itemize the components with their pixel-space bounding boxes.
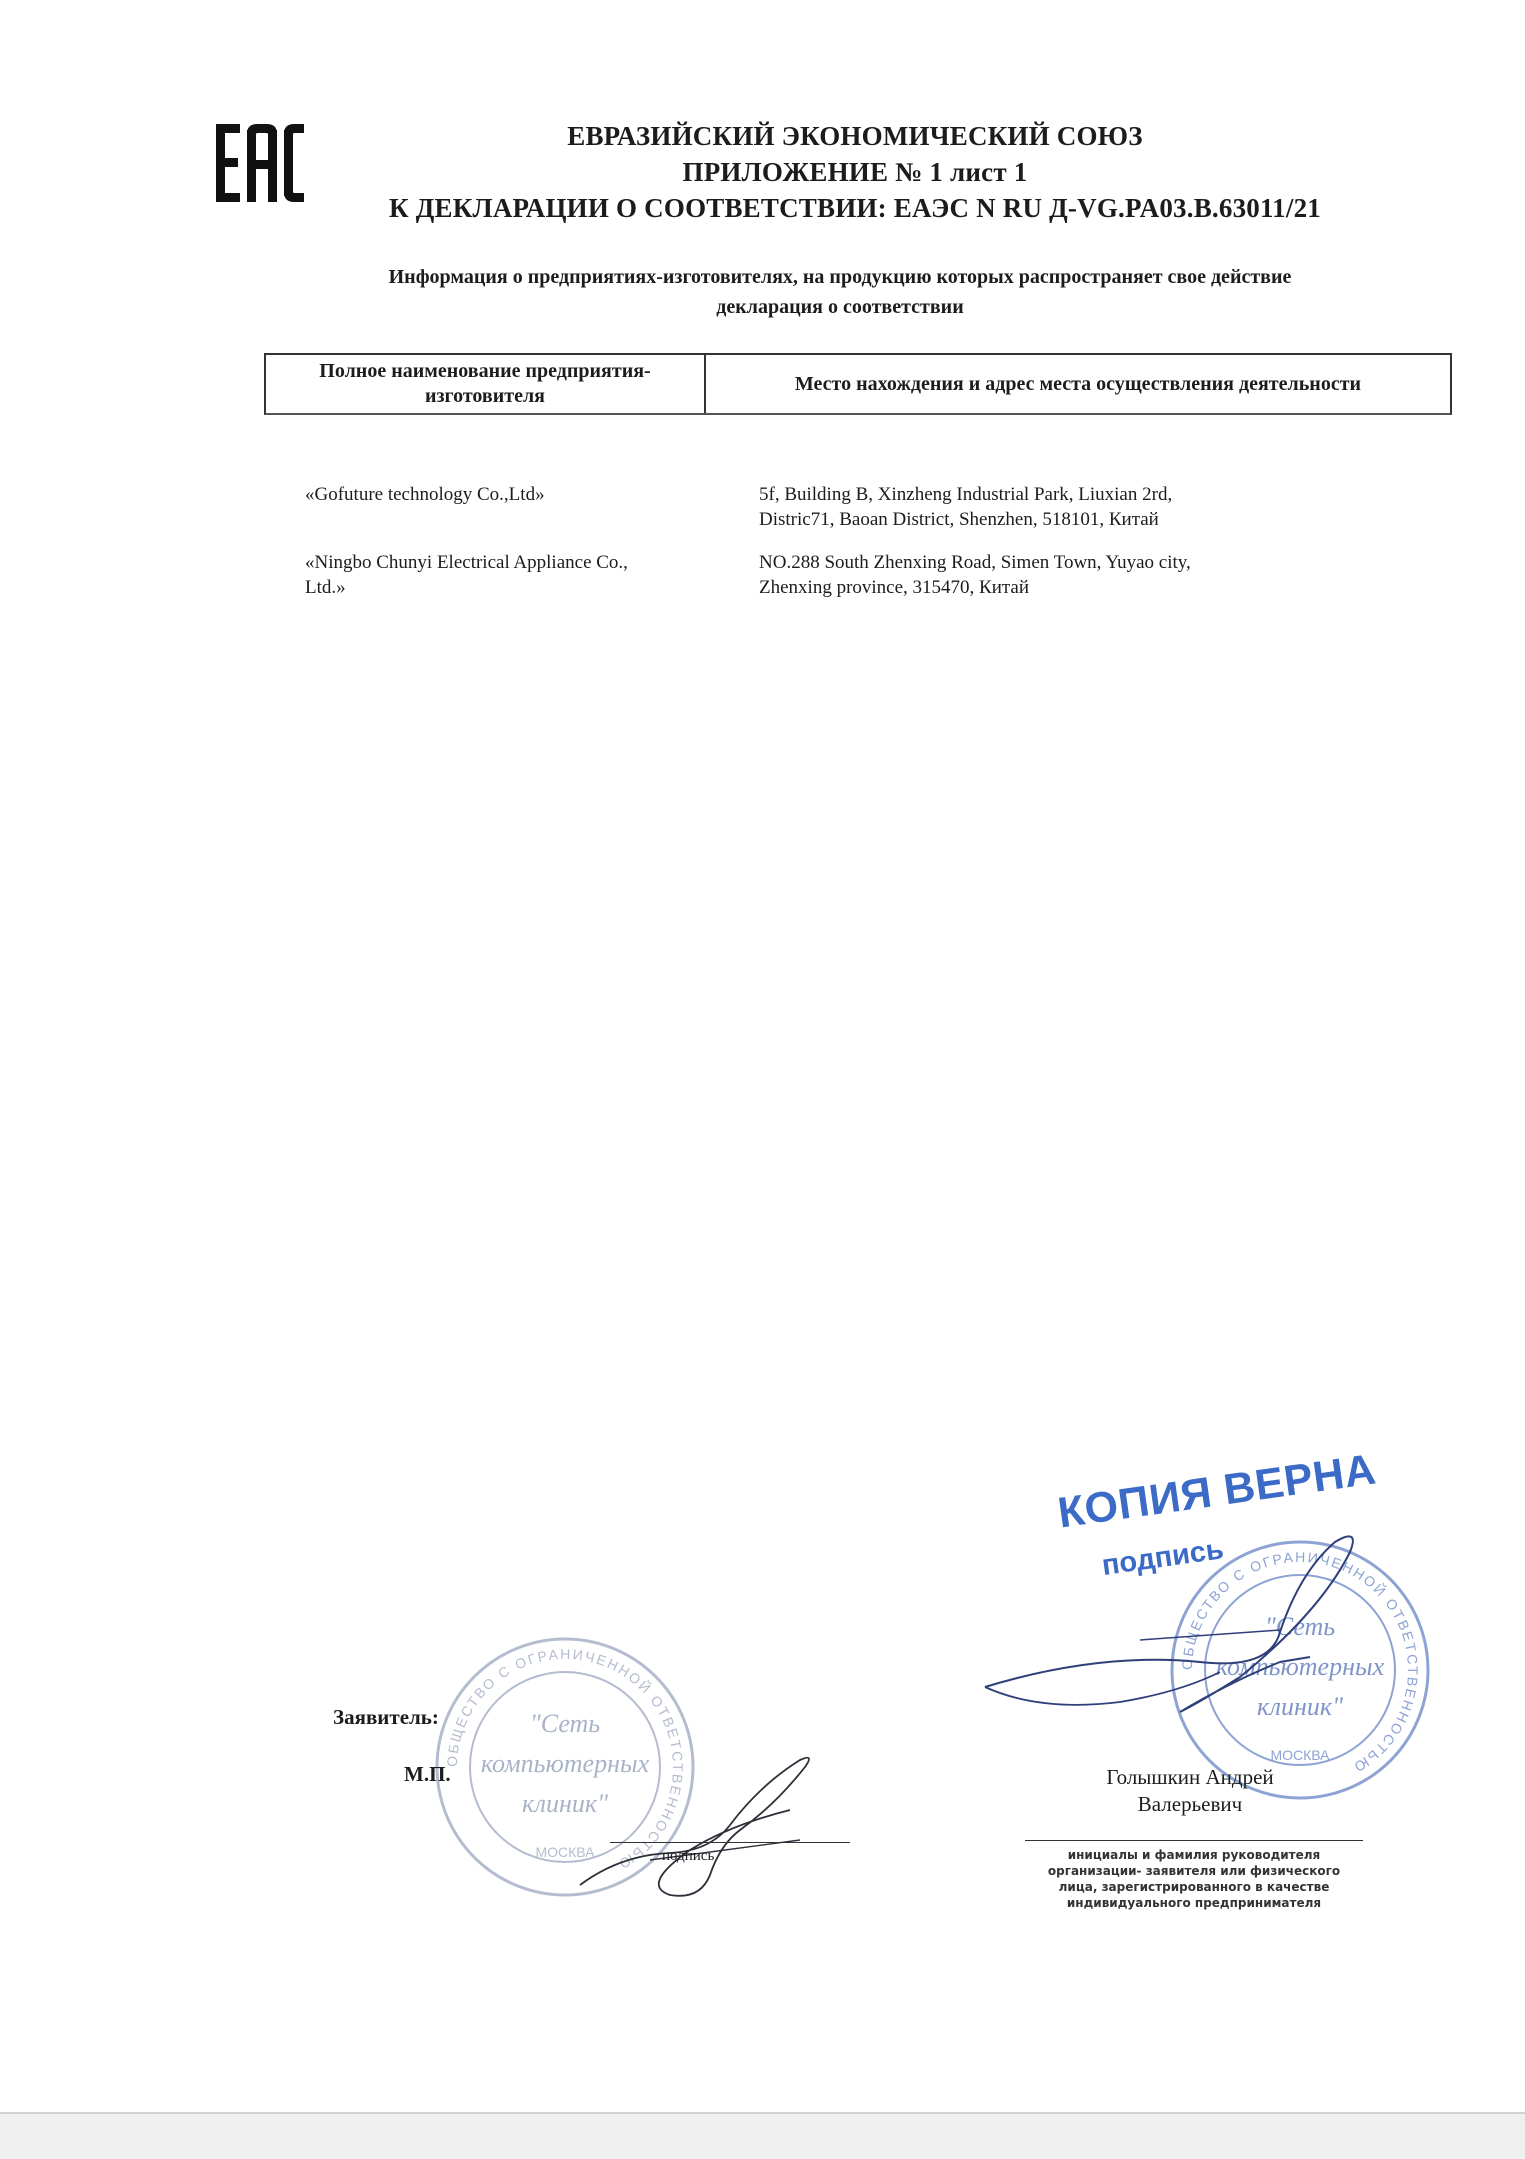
name-line: «Ningbo Chunyi Electrical Appliance Co., [305,552,628,573]
caption-line: организации- заявителя или физического [1047,1864,1341,1878]
head-name-line: Валерьевич [1137,1792,1243,1816]
header-appendix-title: ПРИЛОЖЕНИЕ № 1 лист 1 [682,157,1028,187]
copy-stamp-sign-label: подпись [1099,1533,1226,1583]
copy-stamp-title: КОПИЯ ВЕРНА [1055,1445,1379,1538]
manufacturers-table-header [264,353,1452,415]
eac-mark-icon [214,120,306,206]
document-header [320,118,1390,226]
manufacturer-address [759,482,1319,532]
seal-ring-text: ОБЩЕСТВО С ОГРАНИЧЕННОЙ ОТВЕТСТВЕННОСТЬЮ [443,1645,687,1874]
caption-line: инициалы и фамилия руководителя [1067,1848,1321,1862]
caption-line: индивидуального предпринимателя [1066,1896,1322,1910]
manufacturer-address [759,550,1319,600]
address-line: Distric71, Baoan District, Shenzhen, 518101, Китай [759,509,1159,530]
applicant-signature [560,1735,820,1905]
name-line [1025,1840,1363,1841]
column-header-address: Место нахождения и адрес места осуществления деятельности [794,372,1362,395]
head-name-line: Голышкин Андрей [1106,1765,1274,1789]
address-line: Zhenxing province, 315470, Китай [759,577,1030,598]
seal-center-line: клиник" [522,1789,608,1818]
seal-center-line: компьютерных [1215,1652,1385,1681]
header-declaration-number: К ДЕКЛАРАЦИИ О СООТВЕТСТВИИ: ЕАЭС N RU Д-VG.PA03.B.63011/21 [389,193,1321,223]
head-full-name [1060,1764,1320,1818]
subtitle-line-1: Информация о предприятиях-изготовителях, на продукцию которых распространяет свое действие [388,266,1292,288]
manufacturer-name [305,550,705,600]
address-line: 5f, Building B, Xinzheng Industrial Park, Liuxian 2rd, [759,484,1173,505]
seal-center-line: "Сеть [1264,1612,1336,1641]
header-union-title: ЕВРАЗИЙСКИЙ ЭКОНОМИЧЕСКИЙ СОЮЗ [567,121,1143,151]
manufacturer-name: «Gofuture technology Co.,Ltd» [305,484,545,505]
address-line: NO.288 South Zhenxing Road, Simen Town, Yuyao city, [759,552,1191,573]
applicant-label: Заявитель: [333,1705,439,1729]
signature-caption: подпись [662,1848,715,1864]
seal-center-line: "Сеть [529,1709,601,1738]
seal-ring-text: ОБЩЕСТВО С ОГРАНИЧЕННОЙ ОТВЕТСТВЕННОСТЬЮ [1178,1548,1422,1777]
subtitle-line-2: декларация о соответствии [716,296,964,318]
seal-city: МОСКВА [535,1844,595,1860]
name-line: Ltd.» [305,577,346,598]
eac-logo [214,120,306,206]
director-signature [980,1512,1380,1742]
page-bottom-edge [0,2112,1525,2159]
seal-place-label: М.П. [404,1762,451,1786]
caption-line: лица, зарегистрированного в качестве [1058,1880,1330,1894]
manufacturers-info-title [260,262,1420,322]
head-name-caption [1025,1847,1363,1911]
seal-center-line: компьютерных [480,1749,650,1778]
signature-line [610,1842,850,1843]
seal-city: МОСКВА [1270,1747,1330,1763]
seal-center-line: клиник" [1257,1692,1343,1721]
column-header-name: Полное наименование предприятия-изготовителя [266,355,706,413]
